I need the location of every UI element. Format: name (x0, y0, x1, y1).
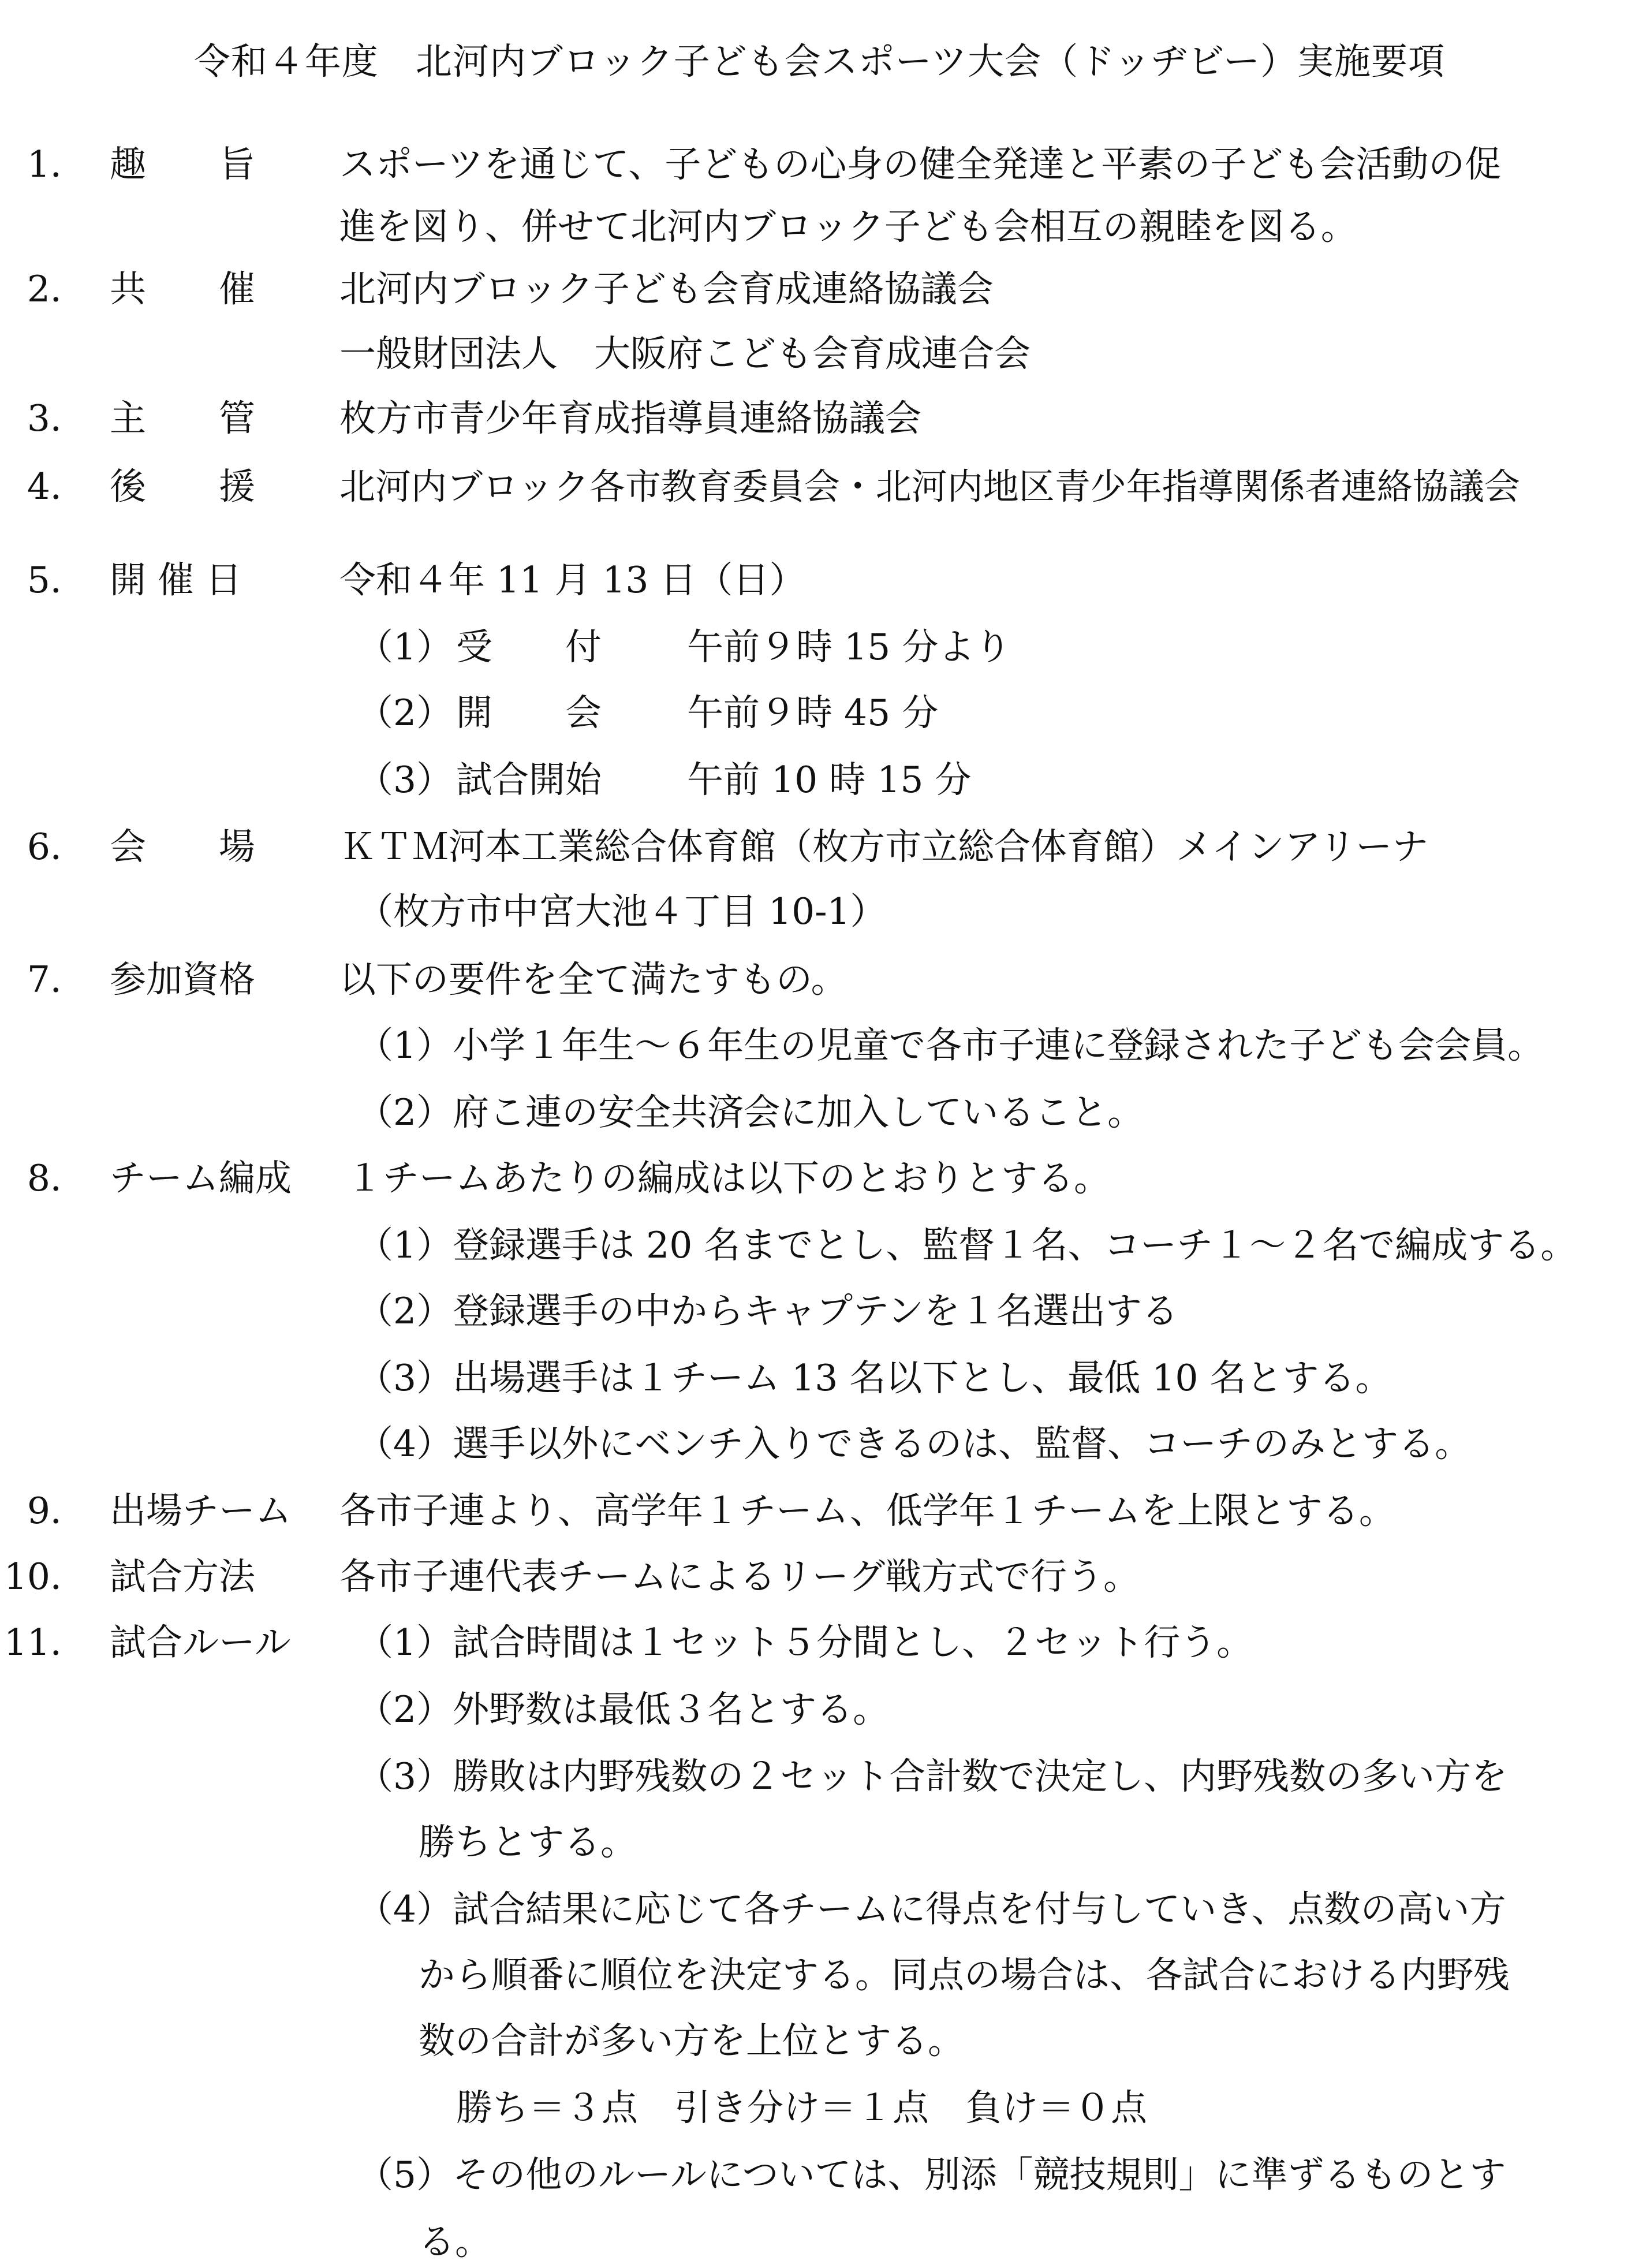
list-item: （5）その他のルールについては、別添「競技規則」に準ずるものとす (357, 2154, 1506, 2196)
list-item: （3）勝敗は内野残数の２セット合計数で決定し、内野残数の多い方を (357, 1755, 1508, 1797)
section-label: 開 催 日 (110, 559, 242, 601)
section-text: 各市子連より、高学年１チーム、低学年１チームを上限とする。 (339, 1490, 1395, 1532)
section-text: 各市子連代表チームによるリーグ戦方式で行う。 (339, 1555, 1140, 1598)
list-item-name: 受 付 (456, 626, 602, 668)
section-text: 進を図り、併せて北河内ブロック子ども会相互の親睦を図る。 (339, 206, 1357, 248)
section-text: 以下の要件を全て満たすもの。 (339, 958, 847, 1001)
section-number: 3． (27, 397, 87, 439)
section-number: 10． (3, 1555, 87, 1598)
list-item-value: 午前 10 時 15 分 (687, 759, 972, 801)
section-text: （枚方市中宮大池４丁目 10-1） (357, 890, 887, 932)
section-number: 1． (27, 143, 87, 185)
section-number: 6． (27, 826, 87, 868)
section-label: チーム編成 (110, 1157, 292, 1199)
section-text: 令和４年 11 月 13 日（日） (339, 559, 806, 601)
section-text: 一般財団法人 大阪府こども会育成連合会 (339, 333, 1031, 375)
section-label: 共 催 (110, 268, 255, 310)
list-item: （1）登録選手は 20 名までとし、監督１名、コーチ１～２名で編成する。 (357, 1224, 1577, 1266)
section-number: 8． (27, 1157, 87, 1199)
list-item: （1）小学１年生～６年生の児童で各市子連に登録された子ども会会員。 (357, 1024, 1544, 1066)
list-item: （3）出場選手は１チーム 13 名以下とし、最低 10 名とする。 (357, 1357, 1392, 1399)
section-text: スポーツを通じて、子どもの心身の健全発達と平素の子ども会活動の促 (339, 143, 1502, 185)
list-item-name: 開 会 (456, 692, 602, 734)
list-item: （2）登録選手の中からキャプテンを１名選出する (357, 1290, 1178, 1332)
list-item-continuation: 数の合計が多い方を上位とする。 (419, 2020, 964, 2062)
list-item: （2）外野数は最低３名とする。 (357, 1688, 890, 1730)
section-number: 9． (27, 1490, 87, 1532)
section-number: 11． (3, 1621, 87, 1663)
section-label: 会 場 (110, 826, 255, 868)
section-label: 試合方法 (110, 1555, 255, 1598)
list-item-mark: （2） (357, 692, 453, 734)
section-label: 主 管 (110, 397, 255, 439)
section-text: 枚方市青少年育成指導員連絡協議会 (339, 397, 921, 439)
list-item-mark: （3） (357, 759, 453, 801)
section-label: 趣 旨 (110, 143, 255, 185)
section-text: 北河内ブロック子ども会育成連絡協議会 (339, 268, 994, 310)
section-number: 4． (27, 465, 87, 508)
points-line: 勝ち＝３点 引き分け＝１点 負け＝０点 (456, 2087, 1147, 2129)
list-item: （4）試合結果に応じて各チームに得点を付与していき、点数の高い方 (357, 1888, 1506, 1930)
section-text: １チームあたりの編成は以下のとおりとする。 (346, 1157, 1110, 1199)
list-item-name: 試合開始 (456, 759, 602, 801)
section-label: 出場チーム (110, 1490, 292, 1532)
section-label: 参加資格 (110, 958, 255, 1001)
section-label: 後 援 (110, 465, 255, 508)
list-item-continuation: から順番に順位を決定する。同点の場合は、各試合における内野残 (419, 1954, 1510, 1996)
list-item-continuation: 勝ちとする。 (419, 1821, 637, 1863)
list-item-value: 午前９時 45 分 (687, 692, 939, 734)
list-item: （1）試合時間は１セット５分間とし、２セット行う。 (357, 1621, 1253, 1663)
list-item: （2）府こ連の安全共済会に加入していること。 (357, 1091, 1144, 1133)
list-item: （4）選手以外にベンチ入りできるのは、監督、コーチのみとする。 (357, 1423, 1472, 1465)
list-item-value: 午前９時 15 分より (687, 626, 1011, 668)
section-number: 2． (27, 268, 87, 310)
page-title: 令和４年度 北河内ブロック子ども会スポーツ大会（ドッヂビー）実施要項 (193, 40, 1446, 83)
section-number: 7． (27, 958, 87, 1001)
section-number: 5． (27, 559, 87, 601)
list-item-continuation: る。 (419, 2221, 491, 2263)
section-label: 試合ルール (110, 1621, 291, 1663)
section-text: ＫＴＭ河本工業総合体育館（枚方市立総合体育館）メインアリーナ (339, 826, 1429, 868)
section-text: 北河内ブロック各市教育委員会・北河内地区青少年指導関係者連絡協議会 (339, 465, 1520, 508)
list-item-mark: （1） (357, 626, 453, 668)
